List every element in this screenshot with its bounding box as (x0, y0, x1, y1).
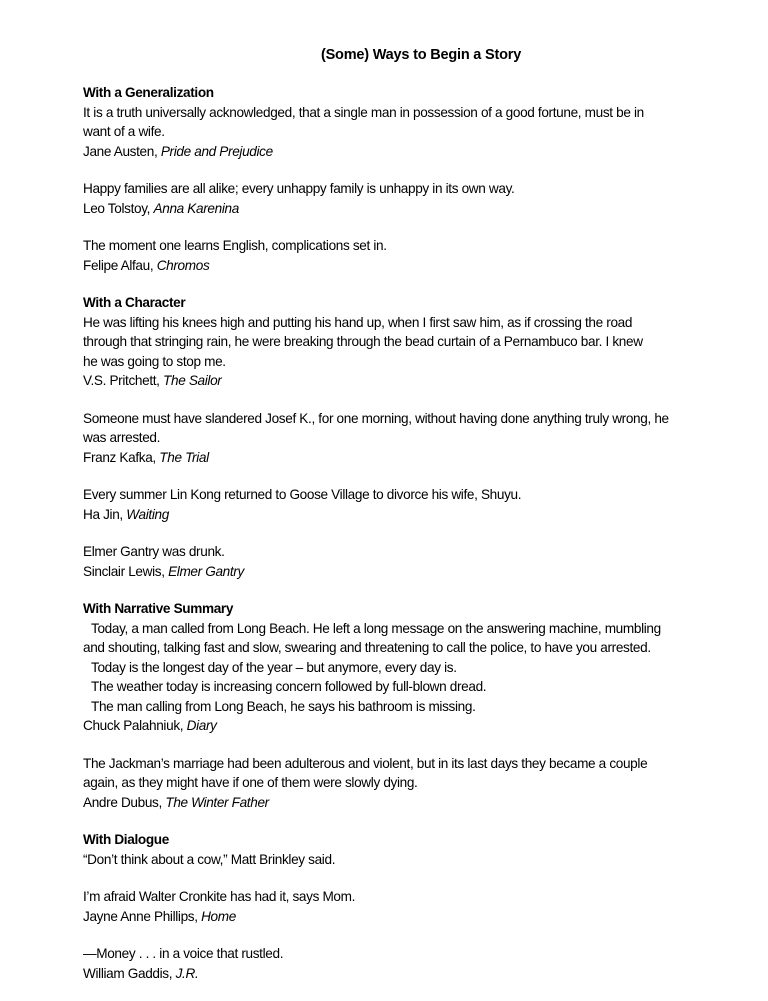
author-name: Andre Dubus, (83, 794, 166, 810)
quote-entry (83, 619, 743, 736)
document-title: (Some) Ways to Begin a Story (320, 47, 522, 63)
quote-line: he was going to stop me. (83, 353, 226, 369)
quote-line: was arrested. (83, 430, 161, 445)
work-title: J.R. (175, 965, 199, 981)
quote-line: Happy families are all alike; every unhappy family is unhappy in its own way. (83, 181, 515, 196)
work-title: Pride and Prejudice (160, 143, 273, 159)
work-title: The Trial (159, 449, 209, 465)
author-name: Jayne Anne Phillips, (83, 908, 202, 924)
author-name: Ha Jin, (83, 506, 127, 522)
quote-line: —Money . . . in a voice that rustled. (83, 946, 284, 961)
quote-entry (83, 103, 743, 162)
author-name: Jane Austen, (83, 143, 161, 159)
document-body (83, 83, 743, 1001)
quote-line: Every summer Lin Kong returned to Goose Village to divorce his wife, Shuyu. (83, 487, 522, 502)
attribution (83, 964, 743, 984)
attribution (83, 907, 743, 927)
section (83, 599, 743, 812)
quote-line: and shouting, talking fast and slow, swearing and threatening to call the police, to have you arrested. (83, 640, 651, 655)
quote-entry (83, 236, 743, 275)
author-name: Franz Kafka, (83, 449, 160, 465)
attribution (83, 716, 743, 736)
quote-line: Someone must have slandered Josef K., for one morning, without having done anything truly wrong, he (83, 410, 669, 426)
quote-entry (83, 754, 743, 813)
quote-entry (83, 485, 743, 524)
attribution (83, 371, 743, 391)
work-title: The Winter Father (165, 794, 269, 810)
attribution (83, 448, 743, 468)
author-name: Leo Tolstoy, (83, 200, 154, 216)
quote-line: Elmer Gantry was drunk. (83, 544, 225, 559)
work-title: The Sailor (163, 373, 222, 388)
work-title: Chromos (156, 257, 210, 273)
quote-line: The weather today is increasing concern followed by full-blown dread. (91, 679, 487, 694)
attribution (83, 142, 743, 162)
attribution (83, 199, 743, 219)
quote-entry (83, 887, 743, 926)
quote-line: Today is the longest day of the year – but anymore, every day is. (91, 659, 457, 675)
attribution (83, 256, 743, 276)
section-heading: With a Character (83, 295, 186, 310)
quote-line: It is a truth universally acknowledged, that a single man in possession of a good fortune, must be in (83, 104, 644, 120)
quote-line: again, as they might have if one of them were slowly dying. (83, 775, 418, 790)
section (83, 830, 743, 983)
quote-entry (83, 542, 743, 581)
work-title: Elmer Gantry (168, 563, 244, 579)
work-title: Waiting (126, 506, 169, 522)
author-name: Chuck Palahniuk, (83, 718, 187, 733)
work-title: Diary (186, 718, 217, 733)
work-title: Home (201, 908, 236, 924)
quote-entry (83, 313, 743, 391)
quote-line: The Jackman’s marriage had been adulterous and violent, but in its last days they became a couple (83, 755, 648, 771)
quote-line: The man calling from Long Beach, he says his bathroom is missing. (91, 698, 476, 714)
quote-line: through that stringing rain, he were breaking through the bead curtain of a Pernambuco bar. I knew (83, 334, 643, 349)
attribution (83, 505, 743, 525)
author-name: William Gaddis, (83, 965, 176, 981)
section (83, 293, 743, 581)
attribution (83, 793, 743, 813)
author-name: Sinclair Lewis, (83, 563, 169, 579)
quote-entry (83, 850, 743, 870)
author-name: V.S. Pritchett, (83, 373, 164, 388)
section-heading: With Narrative Summary (83, 601, 234, 616)
section (83, 83, 743, 275)
quote-entry (83, 179, 743, 218)
quote-entry (83, 409, 743, 468)
section-heading: With a Generalization (83, 85, 214, 100)
quote-line: The moment one learns English, complications set in. (83, 238, 387, 253)
quote-line: want of a wife. (83, 124, 165, 139)
quote-line: I’m afraid Walter Cronkite has had it, says Mom. (83, 889, 356, 904)
quote-line: He was lifting his knees high and putting his hand up, when I first saw him, as if crossing the road (83, 314, 633, 330)
quote-line: “Don’t think about a cow,” Matt Brinkley said. (83, 851, 336, 867)
section-heading: With Dialogue (83, 832, 169, 847)
work-title: Anna Karenina (153, 200, 239, 216)
quote-entry (83, 944, 743, 983)
author-name: Felipe Alfau, (83, 257, 157, 273)
quote-line: Today, a man called from Long Beach. He left a long message on the answering machine, mumbling (91, 620, 661, 636)
attribution (83, 562, 743, 582)
